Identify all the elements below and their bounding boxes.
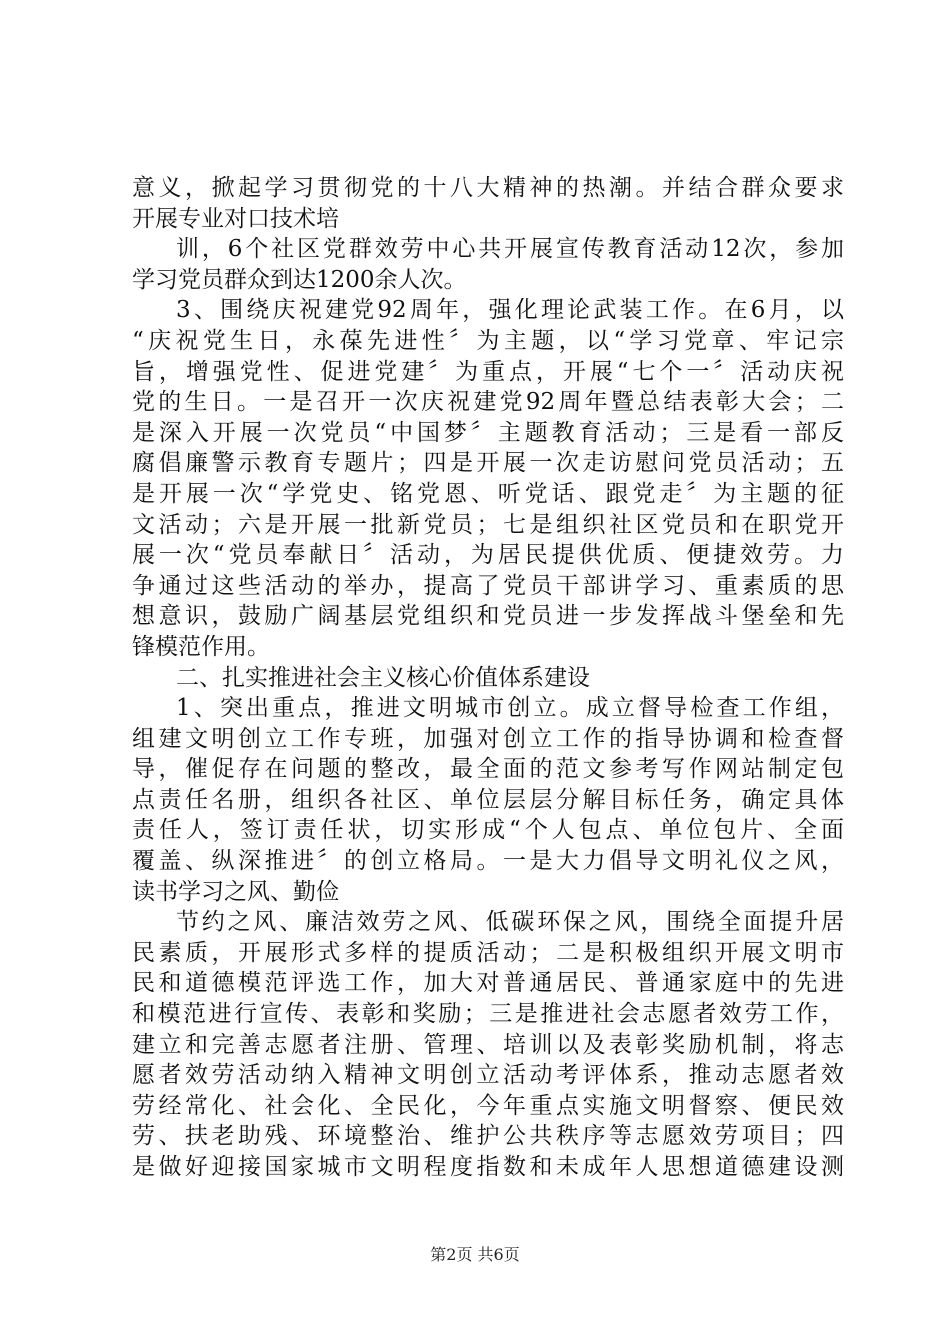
text-line: 1、突出重点，推进文明城市创立。成立督导检查工作组， (176, 695, 844, 722)
text-line: 党的生日。一是召开一次庆祝建党92周年暨总结表彰大会；二 (132, 389, 844, 416)
text-line: 训，6个社区党群效劳中心共开展宣传教育活动12次，参加 (176, 236, 844, 263)
text-line: 劳、扶老助残、环境整治、维护公共秩序等志愿效劳项目；四 (132, 1123, 844, 1150)
text-line: 愿者效劳活动纳入精神文明创立活动考评体系，推动志愿者效 (132, 1062, 844, 1089)
text-line: 责任人，签订责任状，切实形成“个人包点、单位包片、全面 (132, 817, 844, 844)
text-line: 是深入开展一次党员“中国梦〞主题教育活动；三是看一部反 (132, 419, 844, 446)
text-line: 旨，增强党性、促进党建〞为重点，开展“七个一〞活动庆祝 (132, 358, 844, 385)
document-body (132, 173, 844, 1183)
text-line: 劳经常化、社会化、全民化，今年重点实施文明督察、便民效 (132, 1092, 844, 1119)
text-line: 腐倡廉警示教育专题片；四是开展一次走访慰问党员活动；五 (132, 450, 844, 477)
text-line: 是做好迎接国家城市文明程度指数和未成年人思想道德建设测 (132, 1154, 844, 1180)
text-line: 锋模范作用。 (132, 633, 270, 660)
text-line: 展一次“党员奉献日〞活动，为居民提供优质、便捷效劳。力 (132, 542, 844, 569)
text-line: 是开展一次“学党史、铭党恩、听党话、跟党走〞为主题的征 (132, 480, 844, 507)
text-line: 覆盖、纵深推进〞的创立格局。一是大力倡导文明礼仪之风， (132, 848, 844, 875)
text-line: 组建文明创立工作专班，加强对创立工作的指导协调和检查督 (132, 725, 844, 752)
text-line: 民素质，开展形式多样的提质活动；二是积极组织开展文明市 (132, 939, 844, 966)
text-line: 节约之风、廉洁效劳之风、低碳环保之风，围绕全面提升居 (176, 909, 844, 936)
page-number: 第2页 共6页 (430, 1245, 520, 1264)
text-line: 意义，掀起学习贯彻党的十八大精神的热潮。并结合群众要求 (132, 175, 844, 201)
section-heading: 二、扎实推进社会主义核心价值体系建设 (176, 664, 590, 691)
text-line: 文活动；六是开展一批新党员；七是组织社区党员和在职党开 (132, 511, 844, 538)
text-line: 点责任名册，组织各社区、单位层层分解目标任务，确定具体 (132, 786, 844, 813)
text-line: 读书学习之风、勤俭 (132, 878, 339, 905)
text-line: 想意识，鼓励广阔基层党组织和党员进一步发挥战斗堡垒和先 (132, 603, 844, 630)
text-line: 学习党员群众到达1200余人次。 (132, 266, 467, 293)
text-line: 3、围绕庆祝建党92周年，强化理论武装工作。在6月，以 (176, 297, 844, 324)
text-line: 导，催促存在问题的整改，最全面的范文参考写作网站制定包 (132, 756, 844, 783)
text-line: 和模范进行宣传、表彰和奖励；三是推进社会志愿者效劳工作， (132, 1001, 844, 1028)
text-line: 民和道德模范评选工作，加大对普通居民、普通家庭中的先进 (132, 970, 844, 997)
text-line: 开展专业对口技术培 (132, 205, 339, 232)
text-line: 建立和完善志愿者注册、管理、培训以及表彰奖励机制，将志 (132, 1031, 844, 1058)
text-line: 争通过这些活动的举办，提高了党员干部讲学习、重素质的思 (132, 572, 844, 599)
text-line: “庆祝党生日，永葆先进性〞为主题，以“学习党章、牢记宗 (132, 327, 844, 354)
